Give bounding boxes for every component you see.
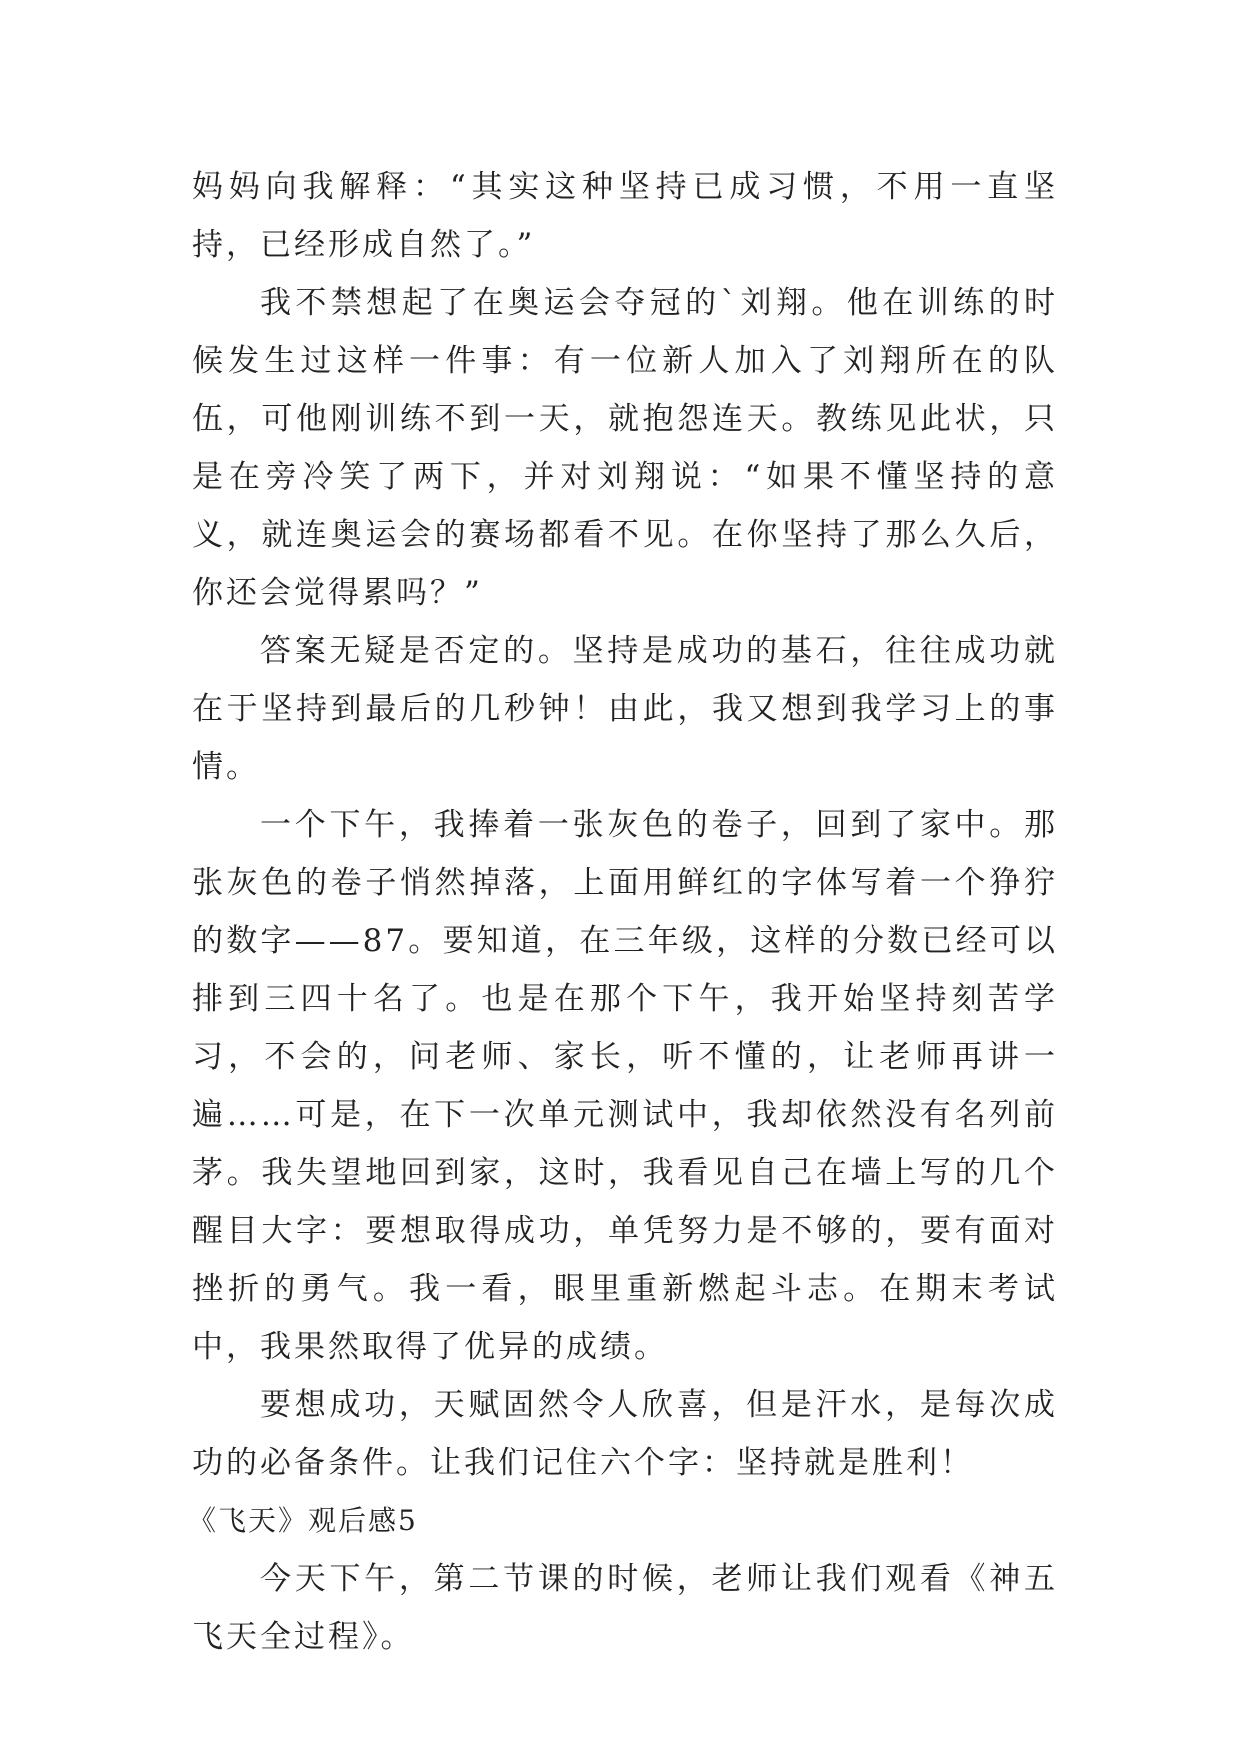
- paragraph-grey-test-paper: 一个下午，我捧着一张灰色的卷子，回到了家中。那张灰色的卷子悄然掉落，上面用鲜红的字体写着一个狰狞的数字——87。要知道，在三年级，这样的分数已经可以排到三四十名了。也是在那个下午，我开始坚持刻苦学习，不会的，问老师、家长，听不懂的，让老师再讲一遍……可是，在下一次单元测试中，我却依然没有名列前茅。我失望地回到家，这时，我看见自己在墙上写的几个醒目大字：要想取得成功，单凭努力是不够的，要有面对挫折的勇气。我一看，眼里重新燃起斗志。在期末考试中，我果然取得了优异的成绩。: [192, 807, 1058, 1365]
- section-title: 《飞天》观后感5: [188, 1504, 418, 1537]
- paragraph-mother-explains: 妈妈向我解释：“其实这种坚持已成习惯，不用一直坚持，已经形成自然了。”: [192, 169, 1058, 263]
- paragraph-liu-xiang-story: 我不禁想起了在奥运会夺冠的`刘翔。他在训练的时候发生过这样一件事：有一位新人加入了刘翔所在的队伍，可他刚训练不到一天，就抱怨连天。教练见此状，只是在旁冷笑了两下，并对刘翔说：“如果不懂坚持的意义，就连奥运会的赛场都看不见。在你坚持了那么久后，你还会觉得累吗？”: [192, 285, 1058, 611]
- document-body: [188, 158, 1058, 1666]
- paragraph-conclusion: 要想成功，天赋固然令人欣喜，但是汗水，是每次成功的必备条件。让我们记住六个字：坚持就是胜利！: [192, 1387, 1058, 1481]
- paragraph-section-intro: 今天下午，第二节课的时候，老师让我们观看《神五飞天全过程》。: [192, 1561, 1058, 1655]
- paragraph-answer-negative: 答案无疑是否定的。坚持是成功的基石，往往成功就在于坚持到最后的几秒钟！由此，我又想到我学习上的事情。: [192, 633, 1058, 785]
